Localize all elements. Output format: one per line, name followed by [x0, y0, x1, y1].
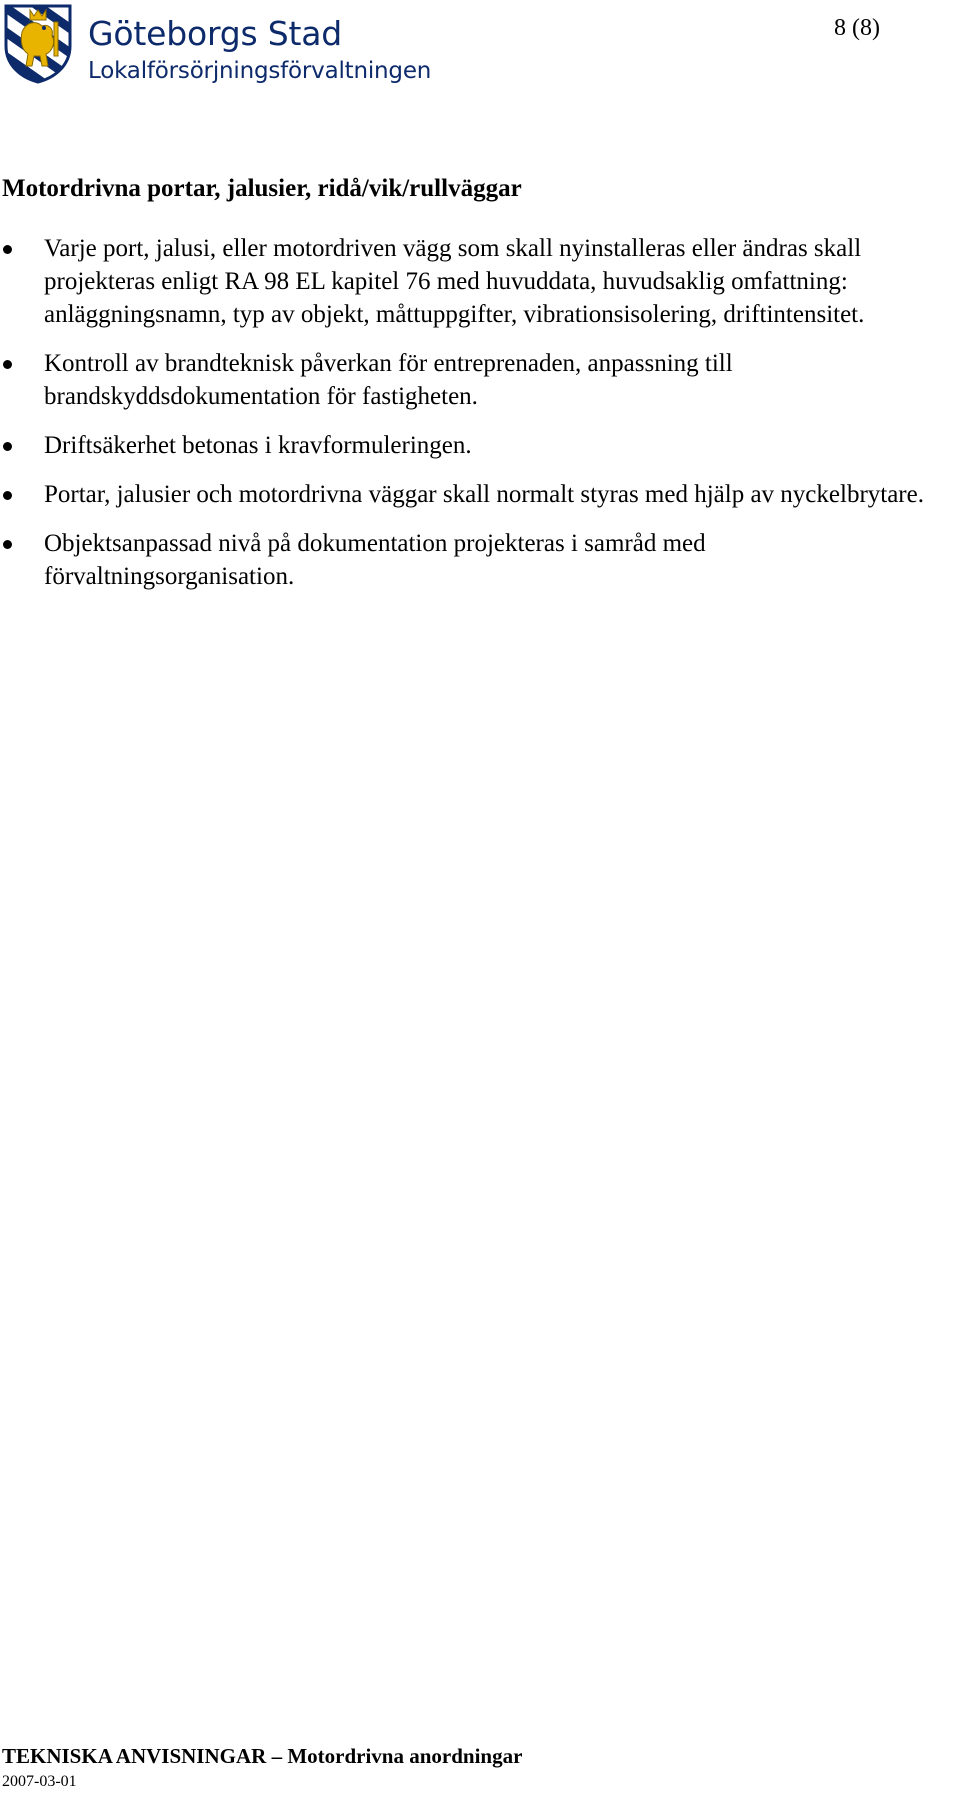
list-item	[0, 232, 960, 331]
bullet-icon	[3, 491, 12, 500]
list-item	[0, 478, 960, 511]
list-item-text: Driftsäkerhet betonas i kravformuleringen.	[44, 432, 472, 459]
organization-name: Göteborgs Stad	[88, 14, 343, 53]
list-item-text: Portar, jalusier och motordrivna väggar skall normalt styras med hjälp av nyckelbrytare.	[44, 481, 924, 508]
list-item-text: Objektsanpassad nivå på dokumentation projekteras i samråd med förvaltningsorganisation.	[44, 530, 706, 590]
page-number: 8 (8)	[834, 15, 880, 41]
bullet-icon	[3, 442, 12, 451]
list-item	[0, 347, 960, 413]
bullet-icon	[3, 540, 12, 549]
bullet-icon	[3, 245, 12, 254]
footer-title: TEKNISKA ANVISNINGAR – Motordrivna anordningar	[2, 1744, 523, 1768]
bullet-icon	[3, 360, 12, 369]
list-item	[0, 429, 960, 462]
page-header	[0, 0, 960, 90]
footer-date: 2007-03-01	[2, 1773, 77, 1790]
organization-department: Lokalförsörjningsförvaltningen	[88, 58, 432, 84]
requirements-list	[0, 232, 960, 609]
goteborg-coat-of-arms-icon	[2, 2, 74, 84]
list-item-text: Kontroll av brandteknisk påverkan för entreprenaden, anpassning till brandskyddsdokumentation för fastigheten.	[44, 350, 733, 410]
list-item	[0, 527, 960, 593]
list-item-text: Varje port, jalusi, eller motordriven vägg som skall nyinstalleras eller ändras skall projekteras enligt RA 98 EL kapitel 76 med huvuddata, huvudsaklig omfattning: anläggningsnamn, typ av objekt, måttuppgifter, vibrationsisolering, driftintensitet.	[44, 235, 865, 328]
section-heading: Motordrivna portar, jalusier, ridå/vik/rullväggar	[2, 175, 522, 202]
